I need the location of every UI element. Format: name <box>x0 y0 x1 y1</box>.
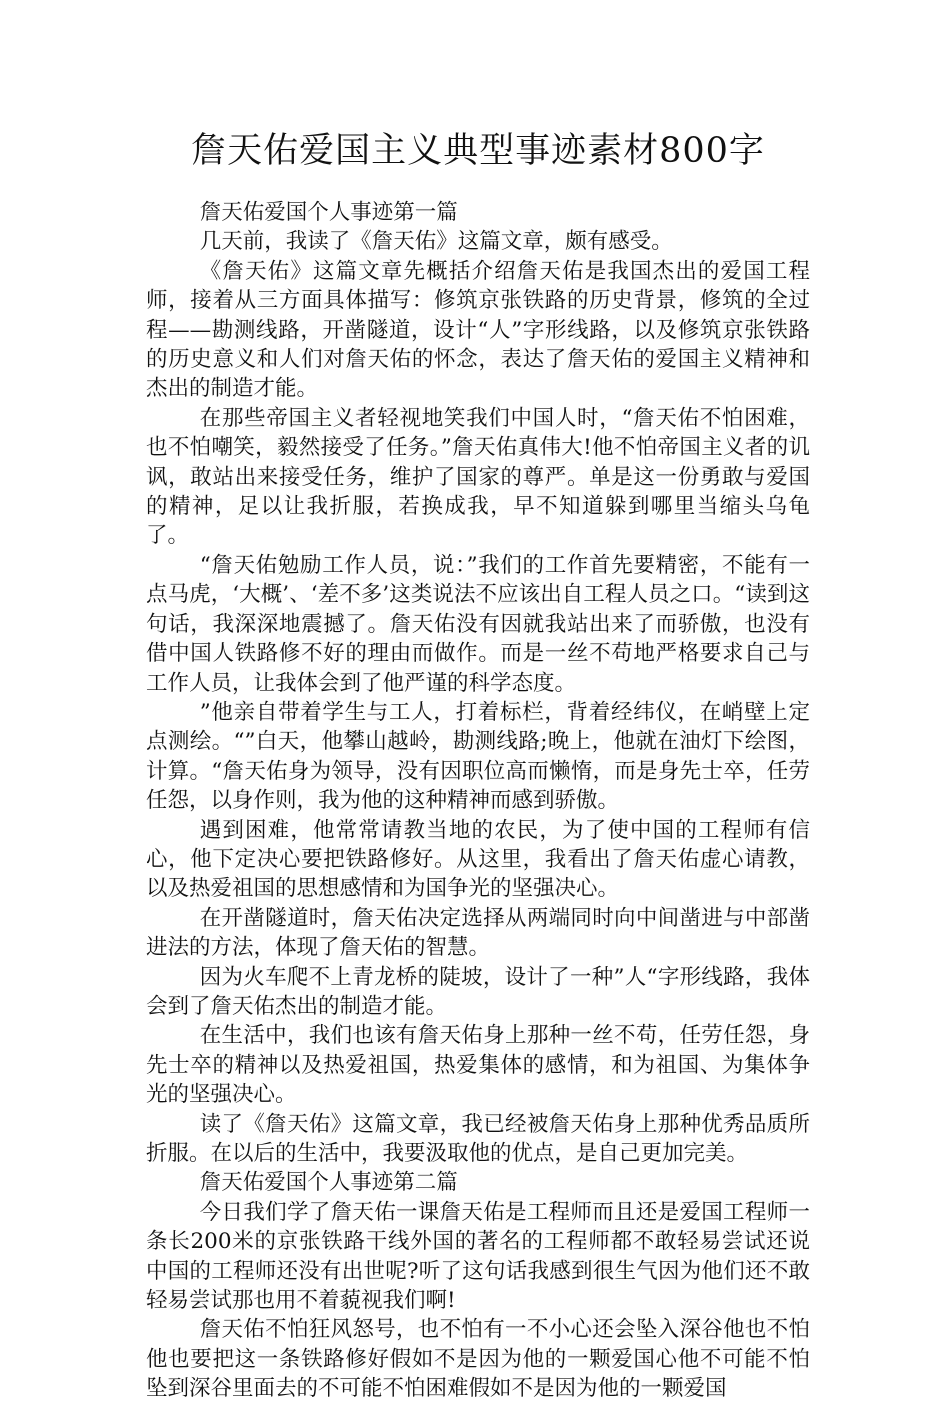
document-body <box>146 198 810 1404</box>
section-heading-1: 詹天佑爱国个人事迹第一篇 <box>199 200 458 225</box>
paragraph: ”他亲自带着学生与工人，打着标栏，背着经纬仪，在峭壁上定点测绘。“”白天，他攀山越岭，勘测线路;晚上，他就在油灯下绘图，计算。“詹天佑身为领导，没有因职位高而懒惰，而是身先士卒，任劳任怨，以身作则，我为他的这种精神而感到骄傲。 <box>146 699 810 814</box>
paragraph: 詹天佑不怕狂风怒号，也不怕有一不小心还会坠入深谷他也不怕他也要把这一条铁路修好假如不是因为他的一颗爱国心他不可能不怕坠到深谷里面去的不可能不怕困难假如不是因为他的一颗爱国 <box>146 1317 810 1402</box>
paragraph: 几天前，我读了《詹天佑》这篇文章，颇有感受。 <box>199 229 673 255</box>
paragraph: 读了《詹天佑》这篇文章，我已经被詹天佑身上那种优秀品质所折服。在以后的生活中，我要汲取他的优点，是自己更加完美。 <box>146 1111 810 1166</box>
paragraph: 在生活中，我们也该有詹天佑身上那种一丝不苟，任劳任怨，身先士卒的精神以及热爱祖国，热爱集体的感情，和为祖国、为集体争光的坚强决心。 <box>146 1023 810 1108</box>
paragraph: 今日我们学了詹天佑一课詹天佑是工程师而且还是爱国工程师一条长200米的京张铁路干线外国的著名的工程师都不敢轻易尝试还说中国的工程师还没有出世呢?听了这句话我感到很生气因为他们还不敢轻易尝试那也用不着藐视我们啊! <box>146 1199 810 1314</box>
paragraph: 遇到困难，他常常请教当地的农民，为了使中国的工程师有信心，他下定决心要把铁路修好。从这里，我看出了詹天佑虚心请教，以及热爱祖国的思想感情和为国争光的坚强决心。 <box>146 817 810 902</box>
document-title: 詹天佑爱国主义典型事迹素材800字 <box>191 131 765 171</box>
paragraph: “詹天佑勉励工作人员，说：”我们的工作首先要精密，不能有一点马虎，‘大概’、‘差不多’这类说法不应该出自工程人员之口。“读到这句话，我深深地震撼了。詹天佑没有因就我站出来了而骄傲，也没有借中国人铁路修不好的理由而做作。而是一丝不苟地严格要求自己与工作人员，让我体会到了他严谨的科学态度。 <box>146 552 810 696</box>
document-page <box>146 128 810 1404</box>
paragraph: 《詹天佑》这篇文章先概括介绍詹天佑是我国杰出的爱国工程师，接着从三方面具体描写：修筑京张铁路的历史背景，修筑的全过程——勘测线路，开凿隧道，设计“人”字形线路，以及修筑京张铁路的历史意义和人们对詹天佑的怀念，表达了詹天佑的爱国主义精神和杰出的制造才能。 <box>146 258 810 402</box>
paragraph: 在开凿隧道时，詹天佑决定选择从两端同时向中间凿进与中部凿进法的方法，体现了詹天佑的智慧。 <box>146 905 810 961</box>
section-heading-2: 詹天佑爱国个人事迹第二篇 <box>199 1170 458 1196</box>
paragraph: 在那些帝国主义者轻视地笑我们中国人时，“詹天佑不怕困难，也不怕嘲笑，毅然接受了任务。”詹天佑真伟大!他不怕帝国主义者的讥讽，敢站出来接受任务，维护了国家的尊严。单是这一份勇敢与爱国的精神，足以让我折服，若换成我，早不知道躲到哪里当缩头乌龟了。 <box>146 405 810 549</box>
paragraph: 因为火车爬不上青龙桥的陡坡，设计了一种”人“字形线路，我体会到了詹天佑杰出的制造才能。 <box>146 964 810 1019</box>
